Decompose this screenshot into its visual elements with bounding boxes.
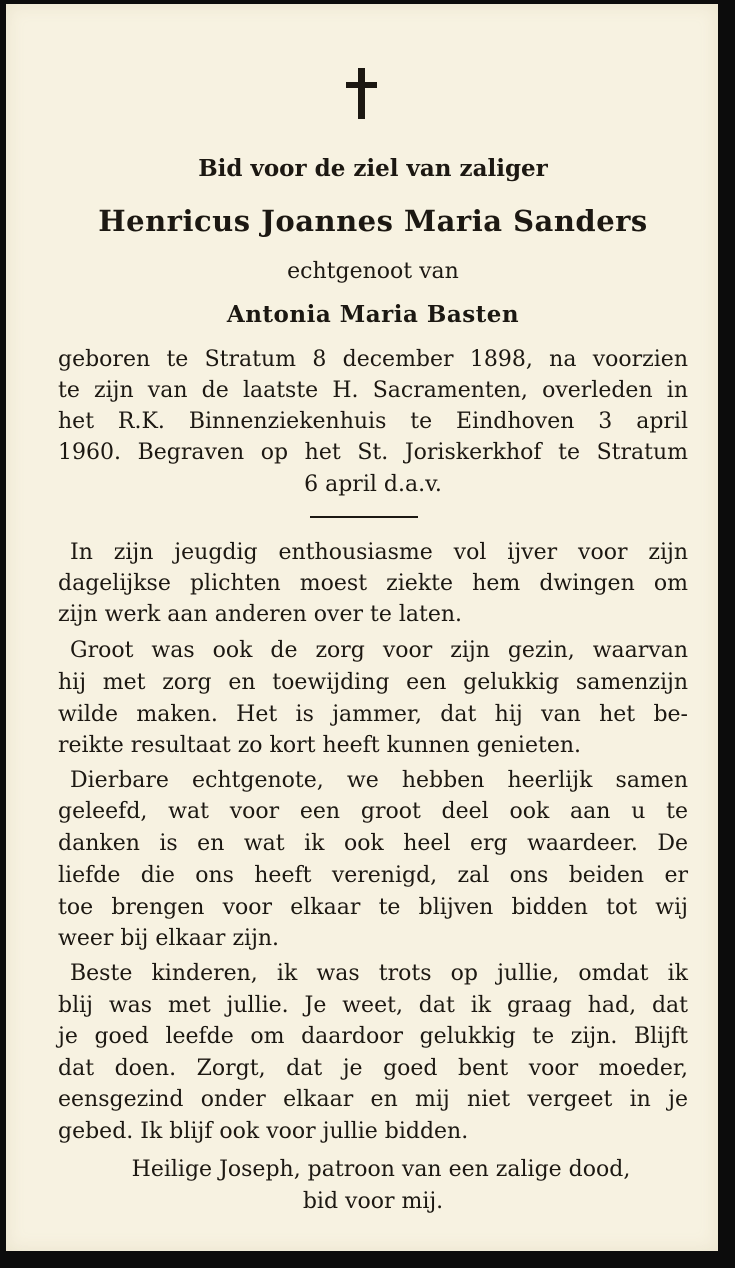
- paragraph-line: toe brengen voor elkaar te blijven bidden tot wij: [58, 895, 688, 920]
- bio-line: 1960. Begraven op het St. Joriskerkhof te Stratum: [58, 440, 688, 465]
- paragraph-line: hij met zorg en toewijding een gelukkig samenzijn: [58, 670, 688, 695]
- paragraph-line: liefde die ons heeft verenigd, zal ons beiden er: [58, 863, 688, 888]
- paragraph-line: dagelijkse plichten moest ziekte hem dwingen om: [58, 571, 688, 596]
- paragraph-line: blij was met jullie. Je weet, dat ik graag had, dat: [58, 993, 688, 1018]
- cross-icon: [6, 66, 718, 122]
- spouse-name: Antonia Maria Basten: [226, 301, 520, 328]
- prayer-line: Heilige Joseph, patroon van een zalige dood,: [131, 1157, 631, 1182]
- bio-line: 6 april d.a.v.: [304, 472, 442, 497]
- paragraph-line: danken is en wat ik ook heel erg waardeer. De: [58, 831, 688, 856]
- paragraph-line: Beste kinderen, ik was trots op jullie, omdat ik: [70, 961, 688, 986]
- paragraph-line: dat doen. Zorgt, dat je goed bent voor moeder,: [58, 1056, 688, 1081]
- bio-line: het R.K. Binnenziekenhuis te Eindhoven 3 april: [58, 409, 688, 434]
- deceased-name: Henricus Joannes Maria Sanders: [98, 204, 648, 238]
- paragraph-line: In zijn jeugdig enthousiasme vol ijver voor zijn: [70, 540, 688, 565]
- prayer-line: bid voor mij.: [302, 1189, 444, 1214]
- paragraph-line: wilde maken. Het is jammer, dat hij van het be-: [58, 702, 688, 727]
- paragraph-line: zijn werk aan anderen over te laten.: [58, 602, 463, 627]
- paragraph-line: Groot was ook de zorg voor zijn gezin, waarvan: [70, 638, 688, 663]
- paragraph-line: geleefd, wat voor een groot deel ook aan u te: [58, 799, 688, 824]
- relation-text: echtgenoot van: [287, 259, 459, 284]
- bio-line: geboren te Stratum 8 december 1898, na voorzien: [58, 347, 688, 372]
- paragraph-line: gebed. Ik blijf ook voor jullie bidden.: [58, 1119, 469, 1144]
- intro-text: Bid voor de ziel van zaliger: [198, 155, 548, 182]
- paragraph-line: reikte resultaat zo kort heeft kunnen genieten.: [58, 733, 582, 758]
- paragraph-line: weer bij elkaar zijn.: [58, 926, 280, 951]
- memorial-card: [6, 4, 718, 1251]
- paragraph-line: je goed leefde om daardoor gelukkig te zijn. Blijft: [58, 1024, 688, 1049]
- bio-line: te zijn van de laatste H. Sacramenten, overleden in: [58, 378, 688, 403]
- divider-rule: [310, 516, 418, 518]
- paragraph-line: Dierbare echtgenote, we hebben heerlijk samen: [70, 768, 688, 793]
- paragraph-line: eensgezind onder elkaar en mij niet vergeet in je: [58, 1087, 688, 1112]
